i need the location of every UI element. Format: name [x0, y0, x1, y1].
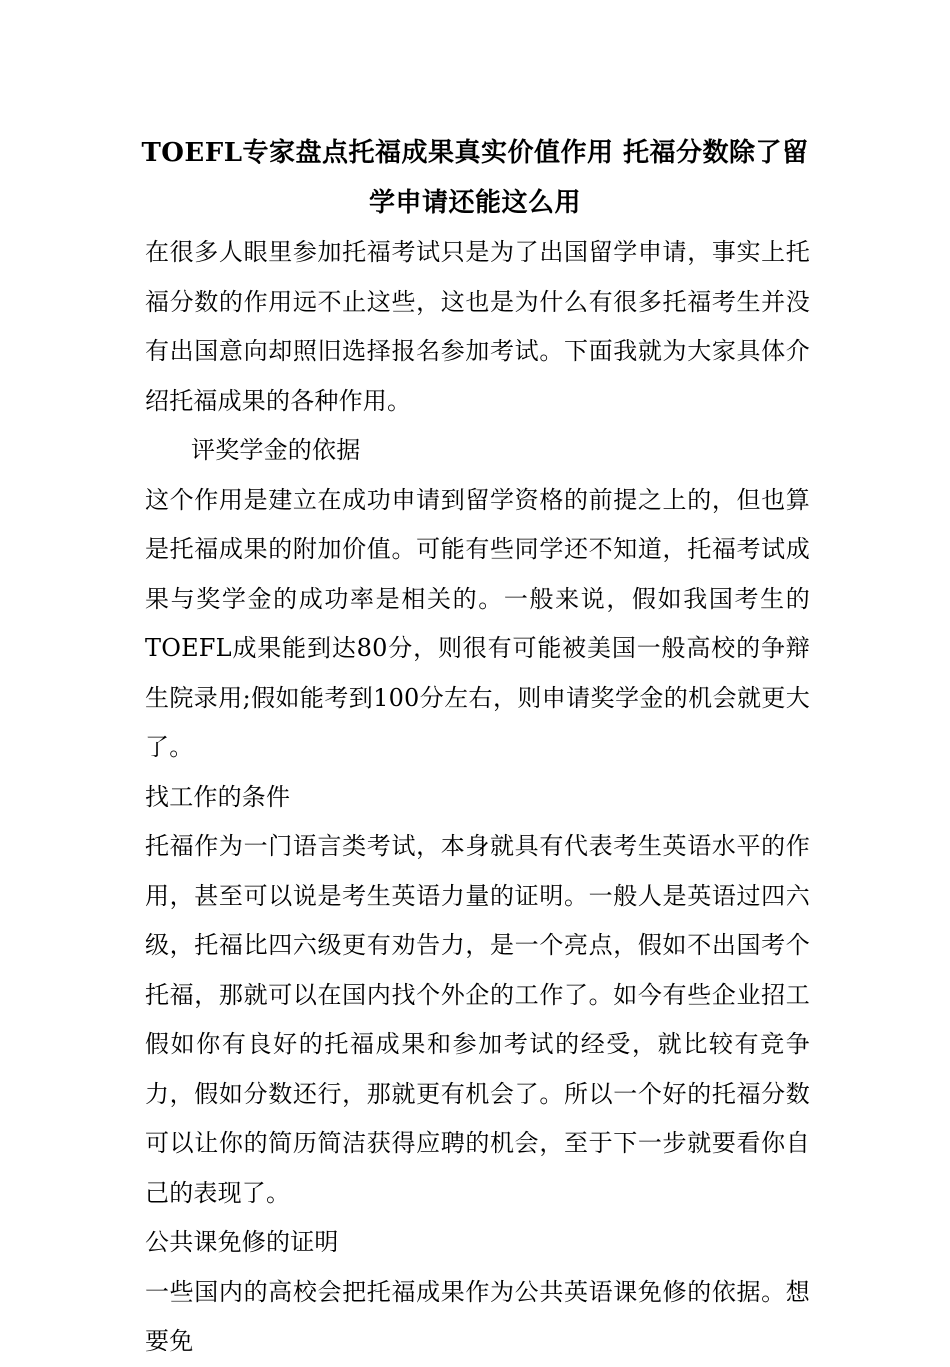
intro-paragraph: 在很多人眼里参加托福考试只是为了出国留学申请，事实上托福分数的作用远不止这些，这也是为什么有很多托福考生并没有出国意向却照旧选择报名参加考试。下面我就为大家具体介绍托福成果的各种作用。: [145, 238, 810, 415]
document-title: TOEFL专家盘点托福成果真实价值作用 托福分数除了留学申请还能这么用: [141, 138, 809, 218]
document-body: [145, 228, 810, 1367]
section-heading-scholarship: 评奖学金的依据: [191, 436, 361, 464]
section-heading-exemption: 公共课免修的证明: [145, 1228, 339, 1256]
section-heading-job: 找工作的条件: [145, 782, 291, 811]
section-body-exemption: 一些国内的高校会把托福成果作为公共英语课免修的依据。想要免: [145, 1277, 810, 1355]
section-body-scholarship: 这个作用是建立在成功申请到留学资格的前提之上的，但也算是托福成果的附加价值。可能有些同学还不知道，托福考试成果与奖学金的成功率是相关的。一般来说，假如我国考生的TOEFL成果能到达80分，则很有可能被美国一般高校的争辩生院录用;假如能考到100分左右，则申请奖学金的机会就更大了。: [145, 485, 810, 761]
section-body-job: 托福作为一门语言类考试，本身就具有代表考生英语水平的作用，甚至可以说是考生英语力量的证明。一般人是英语过四六级，托福比四六级更有劝告力，是一个亮点，假如不出国考个托福，那就可以在国内找个外企的工作了。如今有些企业招工假如你有良好的托福成果和参加考试的经受，就比较有竞争力，假如分数还行，那就更有机会了。所以一个好的托福分数可以让你的简历简洁获得应聘的机会，至于下一步就要看你自己的表现了。: [145, 832, 810, 1207]
